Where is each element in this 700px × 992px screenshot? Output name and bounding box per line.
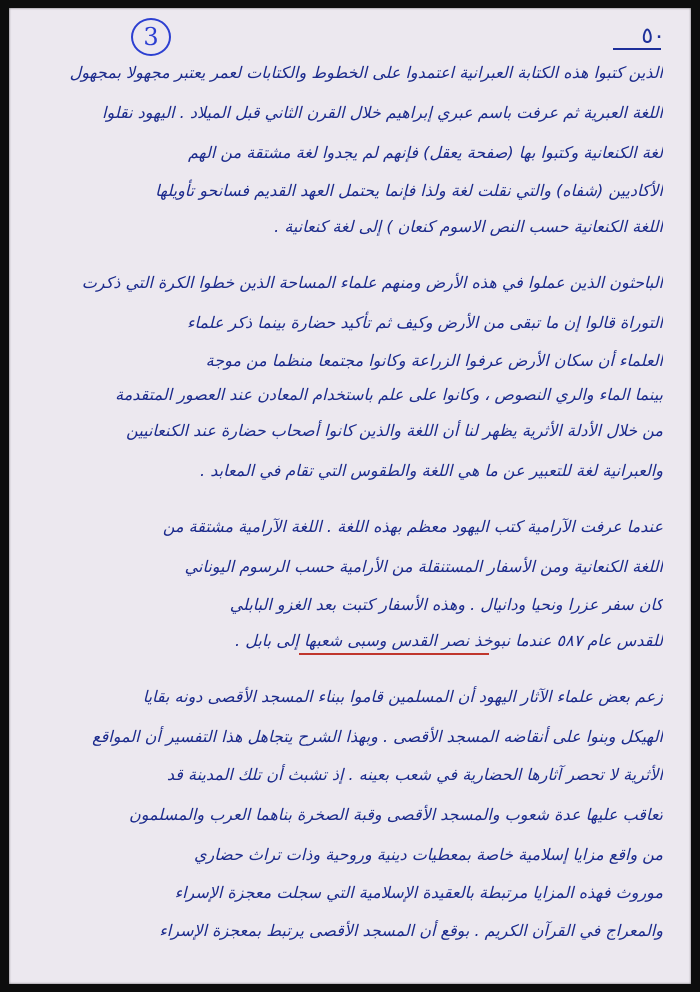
text-line: للقدس عام ٥٨٧ عندما نبوخذ نصر القدس وسبى شعبها إلى بابل .	[235, 631, 663, 650]
text-line: اللغة الكنعانية ومن الأسفار المستنقلة من الأرامية حسب الرسوم اليوناني	[184, 557, 663, 576]
text-line: من واقع مزايا إسلامية خاصة بمعطيات دينية وروحية وذات تراث حضاري	[193, 845, 663, 864]
manuscript-page	[9, 8, 691, 984]
text-line: تعاقب عليها عدة شعوب والمسجد الأقصى وقبة الصخرة بناهما العرب والمسلمون	[129, 805, 663, 824]
text-line: والمعراج في القرآن الكريم . بوقع أن المسجد الأقصى يرتبط بمعجزة الإسراء	[159, 921, 663, 940]
text-line: والعبرانية لغة للتعبير عن ما هي اللغة والطقوس التي تقام في المعابد .	[200, 461, 663, 480]
text-line: اللغة الكنعانية حسب النص الاسوم كنعان ) إلى لغة كنعانية .	[274, 217, 663, 236]
text-line: من خلال الأدلة الأثرية يظهر لنا أن اللغة والذين كانوا أصحاب حضارة عند الكنعانيين	[126, 421, 663, 440]
text-line: لغة الكنعانية وكتبوا بها (صفحة يعقل) فإنهم لم يجدوا لغة مشتقة من الهم	[188, 143, 663, 162]
text-line: بينما الماء والري النصوص ، وكانوا على علم باستخدام المعادن عند العصور المتقدمة	[115, 385, 663, 404]
text-line: اللغة العبرية ثم عرفت باسم عبري إبراهيم خلال القرن الثاني قبل الميلاد . اليهود نقلوا	[102, 103, 663, 122]
text-line: موروث فهذه المزايا مرتبطة بالعقيدة الإسلامية التي سجلت معجزة الإسراء	[174, 883, 663, 902]
text-line: الباحثون الذين عملوا في هذه الأرض ومنهم علماء المساحة الذين خطوا الكرة التي ذكرت	[81, 273, 663, 292]
text-line: الأكاديين (شفاه) والتي نقلت لغة ولذا فإنما يحتمل العهد القديم فسانحو تأويلها	[155, 181, 663, 200]
text-line: زعم بعض علماء الآثار اليهود أن المسلمين قاموا ببناء المسجد الأقصى دونه بقايا	[142, 687, 663, 706]
red-underline	[299, 653, 489, 655]
page-number-circle: 3	[131, 18, 171, 56]
text-line: العلماء أن سكان الأرض عرفوا الزراعة وكانوا مجتمعا منظما من موجة	[205, 351, 663, 370]
corner-mark-underline	[613, 48, 661, 50]
text-line: الأثرية لا تحصر آثارها الحضارية في شعب بعينه . إذ تشبث أن تلك المدينة قد	[166, 765, 663, 784]
text-line: التوراة قالوا إن ما تبقى من الأرض وكيف ثم تأكيد حضارة بينما ذكر علماء	[187, 313, 663, 332]
text-line: عندما عرفت الآرامية كتب اليهود معظم بهذه اللغة . اللغة الآرامية مشتقة من	[162, 517, 663, 536]
text-line: كان سفر عزرا ونحيا ودانيال . وهذه الأسفار كتبت بعد الغزو البابلي	[229, 595, 663, 614]
corner-mark: ٥٠	[641, 24, 665, 49]
text-line: الذين كتبوا هذه الكتابة العبرانية اعتمدوا على الخطوط والكتابات لعمر يعتبر مجهولا بمجهول	[69, 63, 663, 82]
text-line: الهيكل وبنوا على أنقاضه المسجد الأقصى . وبهذا الشرح يتجاهل هذا التفسير أن المواقع	[92, 727, 663, 746]
